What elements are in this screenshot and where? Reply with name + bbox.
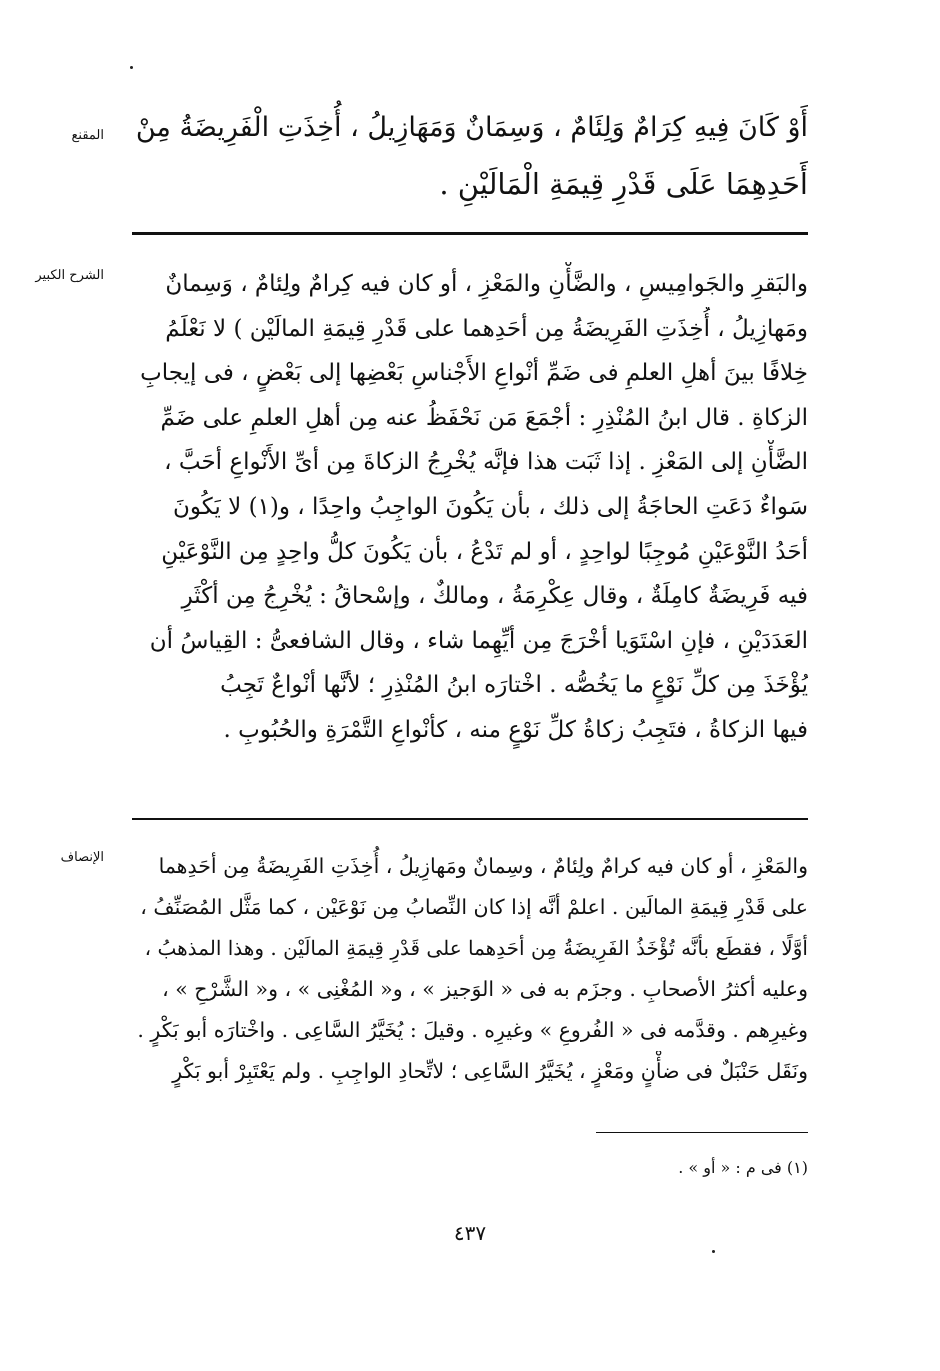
muqni-label: المقنع: [71, 128, 104, 143]
speck: [712, 1250, 715, 1253]
insaf-line: على قَدْرِ قِيمَةِ المالَين . اعلمْ أنَّه إذا كان النِّصابُ مِن نَوْعَيْن ، كما مَثَّل المُصَنِّفُ ،: [140, 895, 808, 919]
insaf-line: والمَعْزِ ، أو كان فيه كرامٌ ولِئامٌ ، وسِمانٌ ومَهازِيلُ ، أُخِذَتِ الفَرِيضَةُ مِن أحَدِهما: [158, 854, 808, 878]
sharh-line: يُؤْخَذَ مِن كلِّ نَوْعٍ ما يَخُصُّه . اخْتارَه ابنُ المُنْذِرِ ؛ لأنَّها أنْواعٌ تَجِبُ: [220, 672, 808, 699]
sharh-line: سَواءٌ دَعَتِ الحاجَةُ إلى ذلك ، بأن يَكُونَ الواجِبُ واحِدًا ، و(١) لا يَكُونَ: [172, 493, 808, 520]
insaf-line: وغيرِهم . وقدَّمه فى « الفُروعِ » وغيرِه . وقيلَ : يُخَيَّرُ السَّاعِى . واخْتارَه أبو بَكْرٍ .: [137, 1018, 808, 1042]
sharh-line: الضَّأْنِ إلى المَعْزِ . إذا ثَبَت هذا فإنَّه يُخْرِجُ الزكاةَ مِن أىِّ الأَنْواعِ أحَبَّ ،: [164, 449, 808, 476]
sharh-text: [132, 262, 808, 753]
insaf-text: [132, 846, 808, 1092]
sharh-line: الزكاةِ . قال ابنُ المُنْذِرِ : أجْمَعَ مَن نَحْفَظُ عنه مِن أهلِ العلمِ على ضَمِّ: [160, 404, 808, 431]
page-number: ٤٣٧: [453, 1221, 487, 1245]
footnote: (١) فى م : « أو » .: [678, 1158, 808, 1177]
footnote-divider: [596, 1132, 808, 1133]
insaf-line: وعليه أكثرُ الأصحابِ . وجزَم به فى « الوَجيز » ، و« المُغْنِى » ، و« الشَّرْحِ » ،: [162, 977, 808, 1001]
sharh-line: والبَقرِ والجَوامِيسِ ، والضَّأْنِ والمَعْزِ ، أو كان فيه كِرامٌ ولِئامٌ ، وَسِمانٌ: [165, 271, 808, 297]
insaf-label: الإنصاف: [60, 850, 104, 865]
muqni-line: أَحَدِهِمَا عَلَى قَدْرِ قِيمَةِ الْمَالَيْنِ .: [439, 167, 808, 201]
sharh-line: فيها الزكاةُ ، فتَجِبُ زكاةُ كلِّ نَوْعٍ منه ، كأنْواعِ التَّمْرَةِ والحُبُوبِ .: [223, 716, 808, 743]
sharh-line: أحَدُ النَّوْعَيْنِ مُوجِبًا لواحِدٍ ، أو لم تَدْعُ ، بأن يَكُونَ كلُّ واحِدٍ مِن النَّوْعَيْنِ: [161, 538, 808, 565]
section-divider: [132, 818, 808, 820]
speck: [130, 66, 133, 69]
sharh-line: ومَهازِيلُ ، أُخِذَتِ الفَرِيضَةُ مِن أحَدِهما على قَدْرِ قِيمَةِ المالَيْن ) لا نَعْلَمُ: [165, 315, 808, 342]
sharh-line: العَدَدَيْنِ ، فإنِ اسْتَوَيا أخْرَجَ مِن أيِّهِما شاء ، وقال الشافعىُّ : القِياسُ أن: [149, 627, 808, 654]
sharh-label: الشرح الكبير: [35, 268, 104, 283]
insaf-line: ونَقَل حَنْبَلٌ فى ضأْنٍ ومَعْزٍ ، يُخَيَّرُ السَّاعِى ؛ لاتِّحادِ الواجِبِ . ولم يَعْتَبِرْ أبو بَكْرٍ: [172, 1059, 808, 1083]
sharh-line: فيه فَرِيضَةٌ كامِلَةٌ ، وقال عِكْرِمَةُ ، ومالكٌ ، وإسْحاقُ : يُخْرِجُ مِن أكْثَرِ: [181, 583, 808, 610]
muqni-text: [132, 100, 808, 212]
insaf-line: أوَّلًا ، فقطَع بأنَّه تُؤْخَذُ الفَرِيضَةُ مِن أحَدِهما على قَدْرِ قِيمَةِ المالَيْن . وهذا المذهبُ ،: [144, 936, 808, 960]
sharh-line: خِلافًا بينَ أهلِ العلمِ فى ضَمِّ أنْواعِ الأَجْناسِ بَعْضِها إلى بَعْضٍ ، فى إيجابِ: [140, 360, 808, 387]
section-divider: [132, 232, 808, 235]
muqni-line: أَوْ كَانَ فِيهِ كِرَامٌ وَلِئَامٌ ، وَسِمَانٌ وَمَهَازِيلُ ، أُخِذَتِ الْفَرِيضَةُ مِنْ: [135, 112, 808, 143]
